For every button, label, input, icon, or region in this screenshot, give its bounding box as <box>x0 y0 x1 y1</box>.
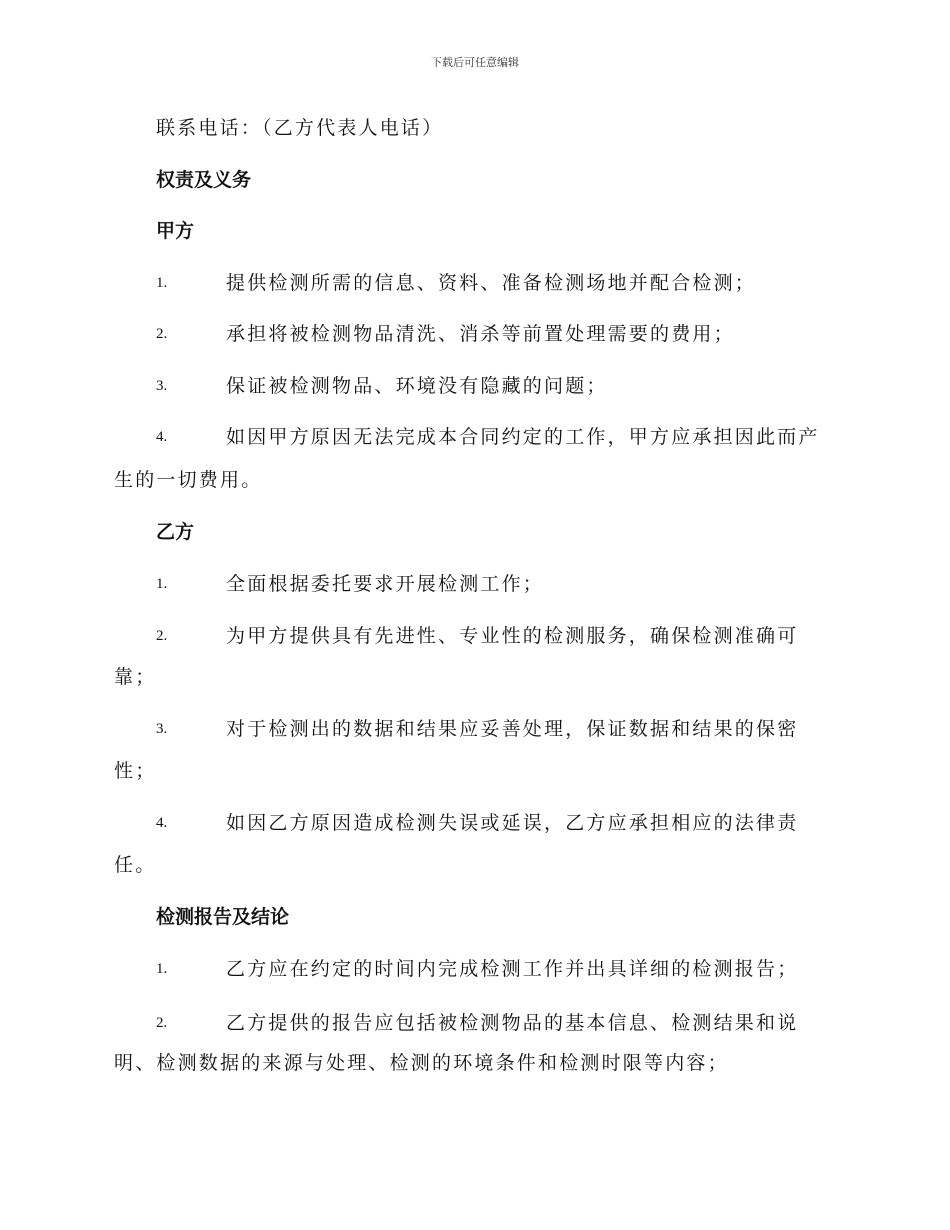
party-b-title: 乙方 <box>156 521 195 543</box>
party-b-item-3-text: 对于检测出的数据和结果应妥善处理，保证数据和结果的保密 <box>226 718 799 740</box>
party-a-item-1-number: 1. <box>156 275 168 291</box>
party-b-item-1-text: 全面根据委托要求开展检测工作； <box>226 573 545 595</box>
party-b-item-1-number: 1. <box>156 576 168 592</box>
party-b-item-4-text: 如因乙方原因造成检测失误或延误，乙方应承担相应的法律责 <box>226 812 799 834</box>
party-a-item-3-number: 3. <box>156 378 168 394</box>
party-b-item-2-text: 为甲方提供具有先进性、专业性的检测服务，确保检测准确可 <box>226 625 799 647</box>
party-a-item-4-number: 4. <box>156 429 168 445</box>
party-b-item-4-continuation: 任。 <box>114 854 157 876</box>
section-title-rights: 权责及义务 <box>156 169 252 191</box>
party-a-item-1-text: 提供检测所需的信息、资料、准备检测场地并配合检测； <box>226 272 757 294</box>
report-item-1-text: 乙方应在约定的时间内完成检测工作并出具详细的检测报告； <box>226 958 799 980</box>
party-a-item-3-text: 保证被检测物品、环境没有隐藏的问题； <box>226 375 608 397</box>
party-b-item-2-continuation: 靠； <box>114 666 157 688</box>
section-title-report: 检测报告及结论 <box>156 906 290 928</box>
report-item-1-number: 1. <box>156 961 168 977</box>
party-a-item-2-number: 2. <box>156 326 168 342</box>
party-b-item-3-continuation: 性； <box>114 760 157 782</box>
party-b-item-4-number: 4. <box>156 815 168 831</box>
report-item-2-continuation: 明、检测数据的来源与处理、检测的环境条件和检测时限等内容； <box>114 1052 729 1074</box>
party-a-item-4-continuation: 生的一切费用。 <box>114 469 263 491</box>
party-a-item-2-text: 承担将被检测物品清洗、消杀等前置处理需要的费用； <box>226 323 735 345</box>
report-item-2-text: 乙方提供的报告应包括被检测物品的基本信息、检测结果和说 <box>226 1012 799 1034</box>
page-header: 下载后可任意编辑 <box>431 56 519 69</box>
party-b-item-3-number: 3. <box>156 721 168 737</box>
party-b-item-2-number: 2. <box>156 628 168 644</box>
report-item-2-number: 2. <box>156 1015 168 1031</box>
contact-line: 联系电话：（乙方代表人电话） <box>156 117 444 139</box>
party-a-item-4-text: 如因甲方原因无法完成本合同约定的工作，甲方应承担因此而产 <box>226 426 820 448</box>
party-a-title: 甲方 <box>156 220 195 242</box>
